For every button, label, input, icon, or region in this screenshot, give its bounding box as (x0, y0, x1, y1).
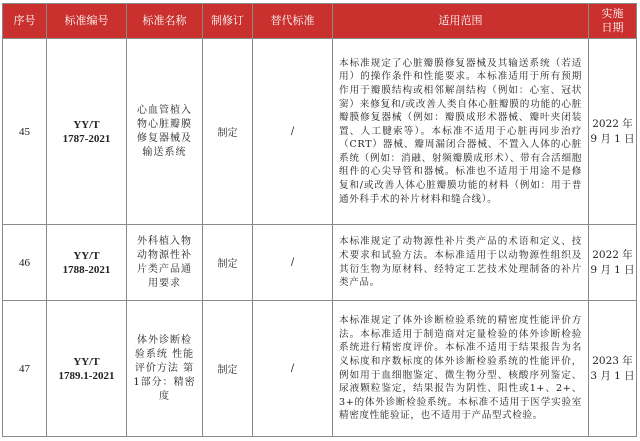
revision-type: 制定 (203, 39, 253, 225)
header-row (3, 4, 637, 39)
standards-table (2, 3, 637, 437)
header-no: 序号 (3, 4, 47, 39)
header-date (589, 4, 637, 39)
standard-code (47, 225, 127, 301)
revision-type: 制定 (203, 225, 253, 301)
application-scope: 本标准规定了体外诊断检验系统的精密度性能评价方法。本标准适用于制造商对定量检验的体外诊断检验系统进行精密度评价。本标准不适用于结果报告为名义标度和序数标度的体外诊断检验系统的性能评价，例如用于血细胞鉴定、微生物分型、核酸序列鉴定、尿液颗粒鉴定，结果报告为阴性、阳性或1+、2+、3+的体外诊断检验系统。本标准不适用于医学实验室精密度性能验证，也不适用于产品型式检验。 (333, 301, 589, 437)
implementation-year: 2023 年 (592, 354, 633, 367)
implementation-date (589, 39, 637, 225)
header-code: 标准编号 (47, 4, 127, 39)
table-row (3, 225, 637, 301)
row-number: 46 (3, 225, 47, 301)
implementation-date (589, 301, 637, 437)
implementation-date (589, 225, 637, 301)
standard-code-number: 1788-2021 (62, 263, 111, 276)
row-number: 45 (3, 39, 47, 225)
table-row (3, 301, 637, 437)
standard-code (47, 301, 127, 437)
standard-name: 心血管植入物心脏瓣膜修复器械及输送系统 (127, 39, 203, 225)
standard-name: 体外诊断检验系统 性能评价方法 第1部分：精密度 (127, 301, 203, 437)
header-name: 标准名称 (127, 4, 203, 39)
replaced-standard: / (253, 225, 333, 301)
standard-name: 外科植入物动物源性补片类产品通用要求 (127, 225, 203, 301)
header-replace: 替代标准 (253, 4, 333, 39)
header-type: 制修订 (203, 4, 253, 39)
header-date-line2: 日期 (601, 21, 624, 34)
replaced-standard: / (253, 39, 333, 225)
implementation-year: 2022 年 (592, 117, 633, 130)
replaced-standard: / (253, 301, 333, 437)
application-scope: 本标准规定了动物源性补片类产品的术语和定义、技术要求和试验方法。本标准适用于以动物源性组织及其衍生物为原材料、经特定工艺技术处理制备的补片类产品。 (333, 225, 589, 301)
standard-code-prefix: YY/T (73, 249, 100, 262)
row-number: 47 (3, 301, 47, 437)
header-date-line1: 实施 (601, 7, 624, 20)
standards-table-sheet (2, 3, 637, 437)
implementation-day: 3 月 1 日 (590, 369, 635, 382)
implementation-day: 9 月 1 日 (590, 132, 635, 145)
standard-code-prefix: YY/T (73, 355, 100, 368)
implementation-day: 9 月 1 日 (590, 263, 635, 276)
implementation-year: 2022 年 (592, 248, 633, 261)
standard-code-prefix: YY/T (73, 118, 100, 131)
standard-code-number: 1787-2021 (62, 132, 111, 145)
application-scope: 本标准规定了心脏瓣膜修复器械及其输送系统（若适用）的操作条件和性能要求。本标准适用于所有预期作用于瓣膜结构或相邻解剖结构（例如：心室、冠状窦）来修复和/或改善人类自体心脏瓣膜的功能的心脏瓣膜修复器械（例如：瓣膜成形术器械、瓣叶夹闭装置、人工腱索等）。本标准不适用于心脏再同步治疗（CRT）器械、瓣周漏闭合器械、不置入人体的心脏系统（例如：消融、射频瓣膜成形术）、带有合活细胞组件的心尖导管和器械。标准也不适用于用途不是修复和/或改善人体心脏瓣膜功能的材料（例如：用于普通外科手术的补片材料和缝合线）。 (333, 39, 589, 225)
table-row (3, 39, 637, 225)
standard-code-number: 1789.1-2021 (58, 369, 115, 382)
revision-type: 制定 (203, 301, 253, 437)
standard-code (47, 39, 127, 225)
header-scope: 适用范围 (333, 4, 589, 39)
